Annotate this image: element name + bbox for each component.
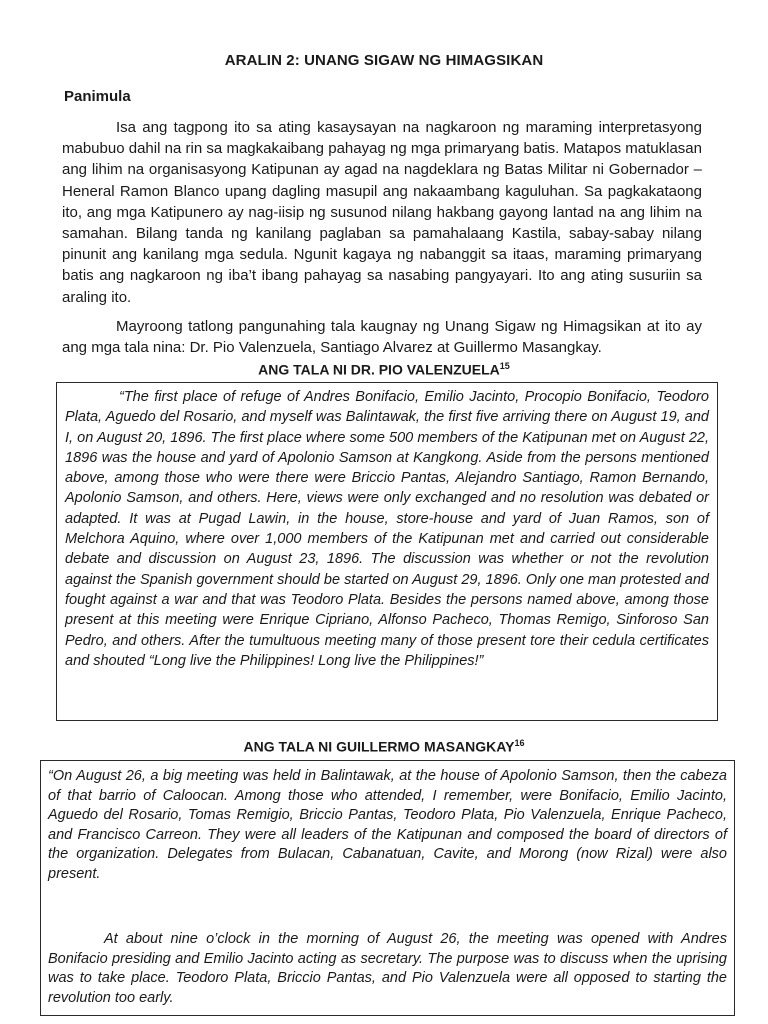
quote-text: “The first place of refuge of Andres Bonifacio, Emilio Jacinto, Procopio Bonifacio, Teodoro Plata, Aguedo del Rosario, and myself was Balintawak, the first five arriving there on August 19, and I, on August 20, 1896. The first place where some 500 members of the Katipunan met on August 22, 1896 was the house and yard of Apolonio Samson at Kangkong. Aside from the persons mentioned above, among those who were there were Briccio Pantas, Alejandro Santiago, Ramon Bernando, Apolonio Samson, and others. Here, views were only exchanged and no resolution was debated or adapted. It was at Pugad Lawin, in the house, store-house and yard of Juan Ramos, son of Melchora Aquino, where over 1,000 members of the Katipunan met and carried out considerable debate and discussion on August 23, 1896. The discussion was whether or not the revolution against the Spanish government should be started on August 29, 1896. Only one man protested and fought against a war and that was Teodoro Plata. Besides the persons named above, among those present at this meeting were Enrique Cipriano, Alfonso Pacheco, Thomas Remigo, Sinforoso San Pedro, and others. After the tumultuous meeting many of those present tore their cedula certificates and shouted “Long live the Philippines! Long live the Philippines!”	[65, 389, 709, 669]
heading-text: ANG TALA NI GUILLERMO MASANGKAY	[243, 738, 515, 755]
lesson-title: ARALIN 2: UNANG SIGAW NG HIMAGSIKAN	[224, 52, 544, 69]
account-heading-masangkay	[0, 738, 768, 755]
heading-text: ANG TALA NI DR. PIO VALENZUELA	[258, 361, 500, 378]
footnote-marker: 16	[514, 738, 525, 748]
footnote-marker: 15	[499, 361, 510, 371]
quote-box-valenzuela	[56, 382, 718, 721]
section-label-panimula: Panimula	[64, 88, 131, 105]
intro-text	[62, 117, 702, 358]
quote-paragraph: At about nine o’clock in the morning of August 26, the meeting was opened with Andres Bonifacio presiding and Emilio Jacinto acting as secretary. The purpose was to discuss when the uprising was to take place. Teodoro Plata, Briccio Pantas, and Pio Valenzuela were all opposed to starting the revolution too early.	[48, 931, 727, 1006]
intro-paragraph: Isa ang tagpong ito sa ating kasaysayan na nagkaroon ng maraming interpretasyong mabubuo dahil na rin sa magkakaibang pahayag ng mga primaryang batis. Matapos matuklasan ang lihim na organisasyong Katipunan ay agad na nagdeklara ng Batas Militar ni Gobernador – Heneral Ramon Blanco upang dagling masupil ang nakaambang kaguluhan. Sa pagkakataong ito, ang mga Katipunero ay nag-iisip ng susunod nilang hakbang gayong lantad na ang lihim na samahan. Bilang tanda ng kanilang paglaban sa pamahalaang Kastila, sabay-sabay nilang pinunit ang kanilang mga sedula. Ngunit kagaya ng nabanggit sa itaas, maraming primaryang batis ang nagkaroon ng iba’t ibang pahayag sa nasabing pangyayari. Ito ang ating susuriin sa araling ito.	[62, 119, 702, 306]
quote-paragraph: “On August 26, a big meeting was held in Balintawak, at the house of Apolonio Samson, then the cabeza of that barrio of Caloocan. Among those who attended, I remember, were Bonifacio, Emilio Jacinto, Aguedo del Rosario, Tomas Remigio, Briccio Pantas, Teodoro Plata, Pio Valenzuela, Enrique Pacheco, and Francisco Carreon. They were all leaders of the Katipunan and composed the board of directors of the organization. Delegates from Bulacan, Cabanatuan, Cavite, and Morong (now Rizal) were also present.	[48, 768, 727, 882]
intro-paragraph: Mayroong tatlong pangunahing tala kaugnay ng Unang Sigaw ng Himagsikan at ito ay ang mga tala nina: Dr. Pio Valenzuela, Santiago Alvarez at Guillermo Masangkay.	[62, 317, 702, 357]
account-heading-valenzuela	[0, 361, 768, 378]
quote-box-masangkay	[40, 760, 735, 1016]
